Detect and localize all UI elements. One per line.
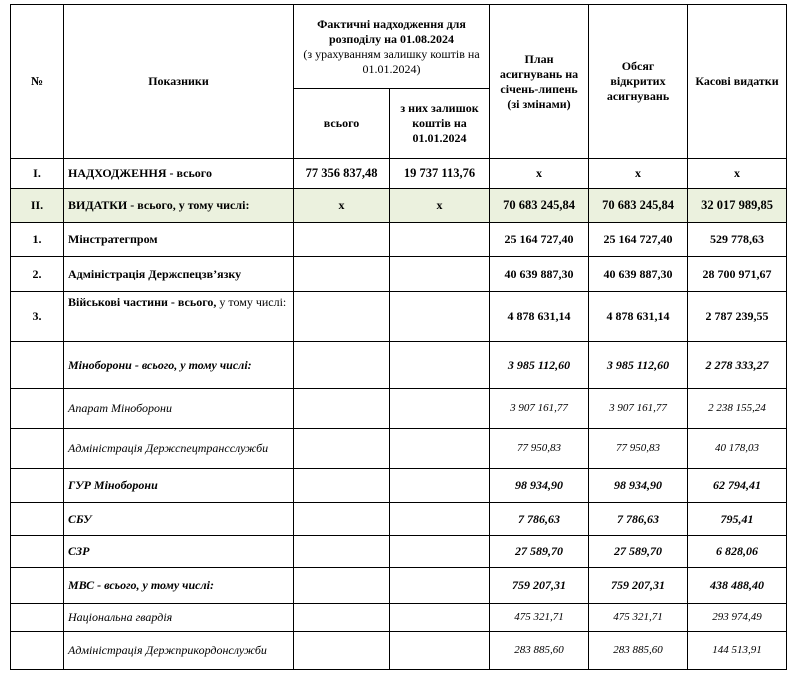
- row-cash: 28 700 971,67: [688, 257, 787, 292]
- row-open: 25 164 727,40: [589, 223, 688, 257]
- row-balance: х: [390, 189, 490, 223]
- table-row: [11, 503, 787, 536]
- row-plan: 27 589,70: [490, 536, 589, 568]
- row-cash: 144 513,91: [688, 632, 787, 670]
- row-balance: [390, 257, 490, 292]
- row-plan: 70 683 245,84: [490, 189, 589, 223]
- row-open: 3 985 112,60: [589, 342, 688, 389]
- row-plan: 3 907 161,77: [490, 389, 589, 429]
- row-cash: 40 178,03: [688, 429, 787, 469]
- col-open-header: Обсяг відкритих асигнувань: [589, 5, 688, 159]
- row-name: ГУР Міноборони: [64, 469, 294, 503]
- table-row: [11, 632, 787, 670]
- row-cash: 62 794,41: [688, 469, 787, 503]
- col-balance-header: з них залишок коштів на 01.01.2024: [390, 89, 490, 159]
- row-no: [11, 389, 64, 429]
- row-balance: [390, 568, 490, 604]
- header-row-1: [11, 5, 787, 89]
- row-name: Мінстратегпром: [64, 223, 294, 257]
- row-no: I.: [11, 159, 64, 189]
- table-row: [11, 568, 787, 604]
- row-cash: 529 778,63: [688, 223, 787, 257]
- row-balance: [390, 389, 490, 429]
- row-name: ВИДАТКИ - всього, у тому числі:: [64, 189, 294, 223]
- row-total: [294, 632, 390, 670]
- col-actual-header: [294, 5, 490, 89]
- report-table-wrap: [10, 4, 787, 670]
- row-total: 77 356 837,48: [294, 159, 390, 189]
- row-plan: 475 321,71: [490, 604, 589, 632]
- row-cash: х: [688, 159, 787, 189]
- row-balance: [390, 292, 490, 342]
- row-no: [11, 568, 64, 604]
- col-cash-header: Касові видатки: [688, 5, 787, 159]
- row-plan: х: [490, 159, 589, 189]
- col-no-header: №: [11, 5, 64, 159]
- row-name: СБУ: [64, 503, 294, 536]
- row-open: 40 639 887,30: [589, 257, 688, 292]
- row-open: 77 950,83: [589, 429, 688, 469]
- row-total: [294, 389, 390, 429]
- row-total: [294, 503, 390, 536]
- row-no: II.: [11, 189, 64, 223]
- row-plan: 40 639 887,30: [490, 257, 589, 292]
- row-no: 2.: [11, 257, 64, 292]
- row-total: [294, 223, 390, 257]
- row-balance: [390, 503, 490, 536]
- row-name: Адміністрація Держспецтрансслужби: [64, 429, 294, 469]
- row-open: 3 907 161,77: [589, 389, 688, 429]
- table-row: [11, 159, 787, 189]
- row-name-bold: Військові частини - всього,: [68, 295, 217, 309]
- table-row: [11, 536, 787, 568]
- row-plan: 4 878 631,14: [490, 292, 589, 342]
- row-cash: 32 017 989,85: [688, 189, 787, 223]
- row-open: 7 786,63: [589, 503, 688, 536]
- row-balance: [390, 632, 490, 670]
- row-balance: [390, 429, 490, 469]
- row-name-rest: у тому числі:: [216, 295, 287, 309]
- table-row: [11, 257, 787, 292]
- table-row: [11, 292, 787, 342]
- table-row: [11, 469, 787, 503]
- row-cash: 2 238 155,24: [688, 389, 787, 429]
- row-total: [294, 536, 390, 568]
- table-row: [11, 342, 787, 389]
- row-cash: 6 828,06: [688, 536, 787, 568]
- row-total: [294, 469, 390, 503]
- row-total: [294, 257, 390, 292]
- row-no: [11, 429, 64, 469]
- table-row-highlight: [11, 189, 787, 223]
- row-name: СЗР: [64, 536, 294, 568]
- row-name: [64, 292, 294, 342]
- row-open: х: [589, 159, 688, 189]
- row-no: [11, 604, 64, 632]
- row-balance: [390, 604, 490, 632]
- row-cash: 2 787 239,55: [688, 292, 787, 342]
- row-plan: 3 985 112,60: [490, 342, 589, 389]
- row-no: [11, 342, 64, 389]
- row-name: Адміністрація Держприкордонслужби: [64, 632, 294, 670]
- row-plan: 7 786,63: [490, 503, 589, 536]
- row-total: [294, 604, 390, 632]
- row-total: [294, 292, 390, 342]
- row-balance: 19 737 113,76: [390, 159, 490, 189]
- row-open: 283 885,60: [589, 632, 688, 670]
- row-total: [294, 568, 390, 604]
- row-open: 475 321,71: [589, 604, 688, 632]
- row-no: [11, 469, 64, 503]
- row-open: 27 589,70: [589, 536, 688, 568]
- table-row: [11, 389, 787, 429]
- row-balance: [390, 536, 490, 568]
- row-plan: 98 934,90: [490, 469, 589, 503]
- row-open: 70 683 245,84: [589, 189, 688, 223]
- row-name: Національна гвардія: [64, 604, 294, 632]
- row-plan: 25 164 727,40: [490, 223, 589, 257]
- row-total: х: [294, 189, 390, 223]
- row-no: 1.: [11, 223, 64, 257]
- row-name: Міноборони - всього, у тому числі:: [64, 342, 294, 389]
- col-total-header: всього: [294, 89, 390, 159]
- row-balance: [390, 469, 490, 503]
- table-row: [11, 223, 787, 257]
- col-indicators-header: Показники: [64, 5, 294, 159]
- row-balance: [390, 342, 490, 389]
- row-no: 3.: [11, 292, 64, 342]
- table-row: [11, 604, 787, 632]
- row-cash: 293 974,49: [688, 604, 787, 632]
- row-no: [11, 536, 64, 568]
- row-name: Апарат Міноборони: [64, 389, 294, 429]
- row-plan: 77 950,83: [490, 429, 589, 469]
- col-actual-note: (з урахуванням залишку коштів на 01.01.2024): [303, 46, 480, 76]
- row-no: [11, 503, 64, 536]
- row-plan: 759 207,31: [490, 568, 589, 604]
- row-balance: [390, 223, 490, 257]
- row-plan: 283 885,60: [490, 632, 589, 670]
- budget-table: [10, 4, 787, 670]
- row-name: НАДХОДЖЕННЯ - всього: [64, 159, 294, 189]
- row-no: [11, 632, 64, 670]
- row-total: [294, 342, 390, 389]
- row-name: МВС - всього, у тому числі:: [64, 568, 294, 604]
- row-open: 4 878 631,14: [589, 292, 688, 342]
- row-cash: 2 278 333,27: [688, 342, 787, 389]
- col-plan-header: План асигнувань на січень-липень (зі змінами): [490, 5, 589, 159]
- row-open: 759 207,31: [589, 568, 688, 604]
- table-row: [11, 429, 787, 469]
- row-name: Адміністрація Держспецзв’язку: [64, 257, 294, 292]
- row-total: [294, 429, 390, 469]
- row-open: 98 934,90: [589, 469, 688, 503]
- row-cash: 438 488,40: [688, 568, 787, 604]
- row-cash: 795,41: [688, 503, 787, 536]
- col-actual-title: Фактичні надходження для розподілу на 01.08.2024: [317, 16, 466, 46]
